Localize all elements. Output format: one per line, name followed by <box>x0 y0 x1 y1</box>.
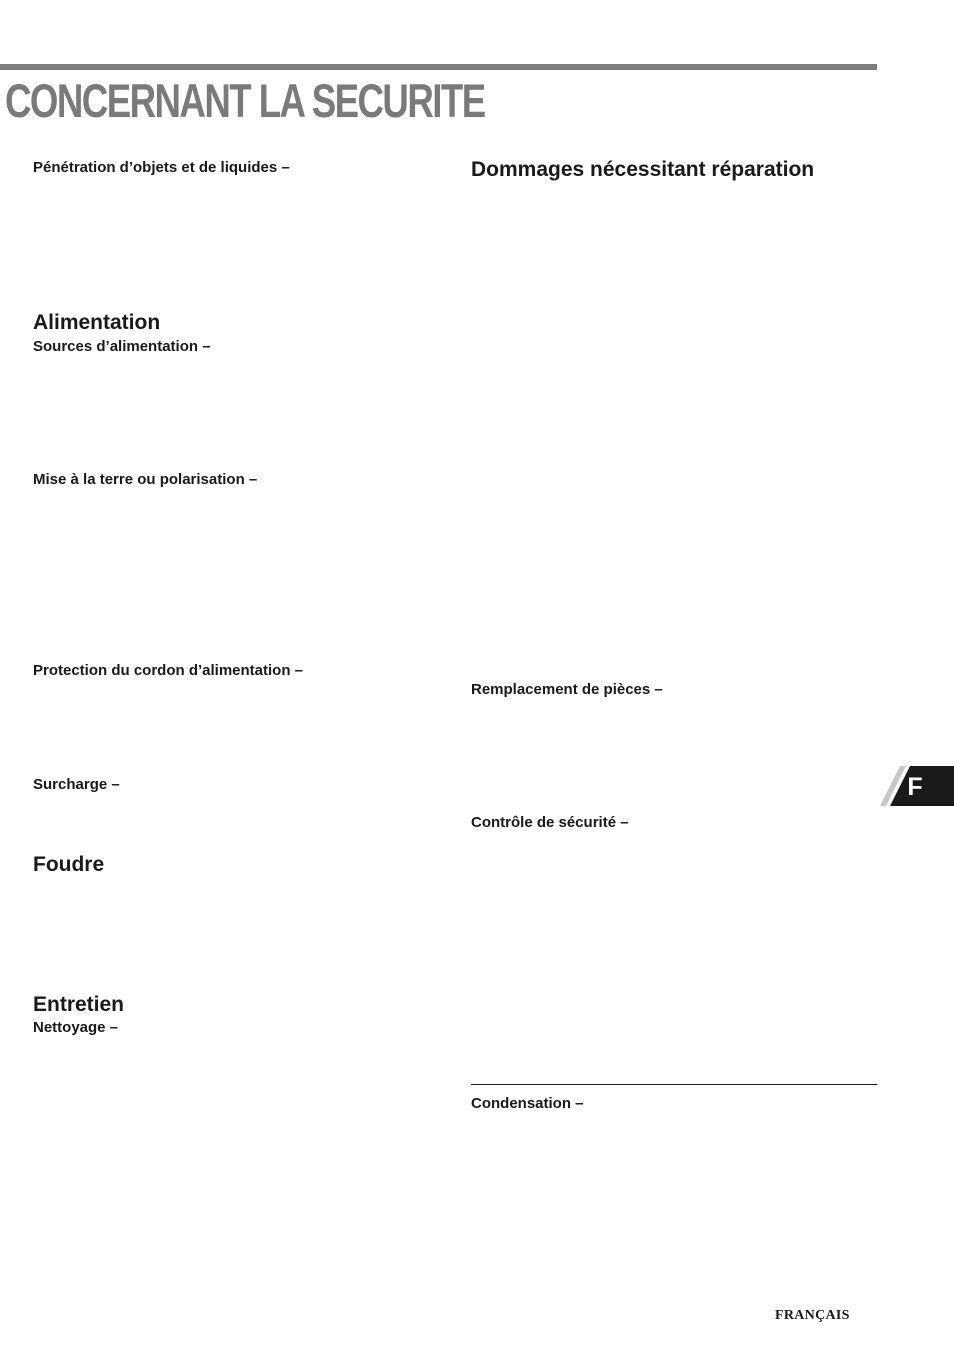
language-tab-letter: F <box>907 773 923 801</box>
section-divider <box>471 1084 877 1085</box>
header-rule <box>0 64 877 70</box>
page-title: CONCERNANT LA SECURITE <box>5 74 485 127</box>
heading-damage-repair: Dommages nécessitant réparation <box>471 158 815 181</box>
heading-grounding: Mise à la terre ou polarisation – <box>33 471 258 488</box>
heading-lightning: Foudre <box>33 853 105 876</box>
heading-power: Alimentation <box>33 311 161 334</box>
heading-safety-check: Contrôle de sécurité – <box>471 814 629 831</box>
heading-maintenance: Entretien <box>33 993 125 1016</box>
footer-language: FRANÇAIS <box>775 1308 850 1323</box>
heading-power-sources: Sources d’alimentation – <box>33 338 211 355</box>
heading-condensation: Condensation – <box>471 1095 584 1112</box>
heading-parts-replacement: Remplacement de pièces – <box>471 681 663 698</box>
heading-overload: Surcharge – <box>33 776 120 793</box>
heading-cord-protection: Protection du cordon d’alimentation – <box>33 662 304 679</box>
heading-objects-liquids: Pénétration d’objets et de liquides – <box>33 159 290 176</box>
heading-cleaning: Nettoyage – <box>33 1019 119 1036</box>
